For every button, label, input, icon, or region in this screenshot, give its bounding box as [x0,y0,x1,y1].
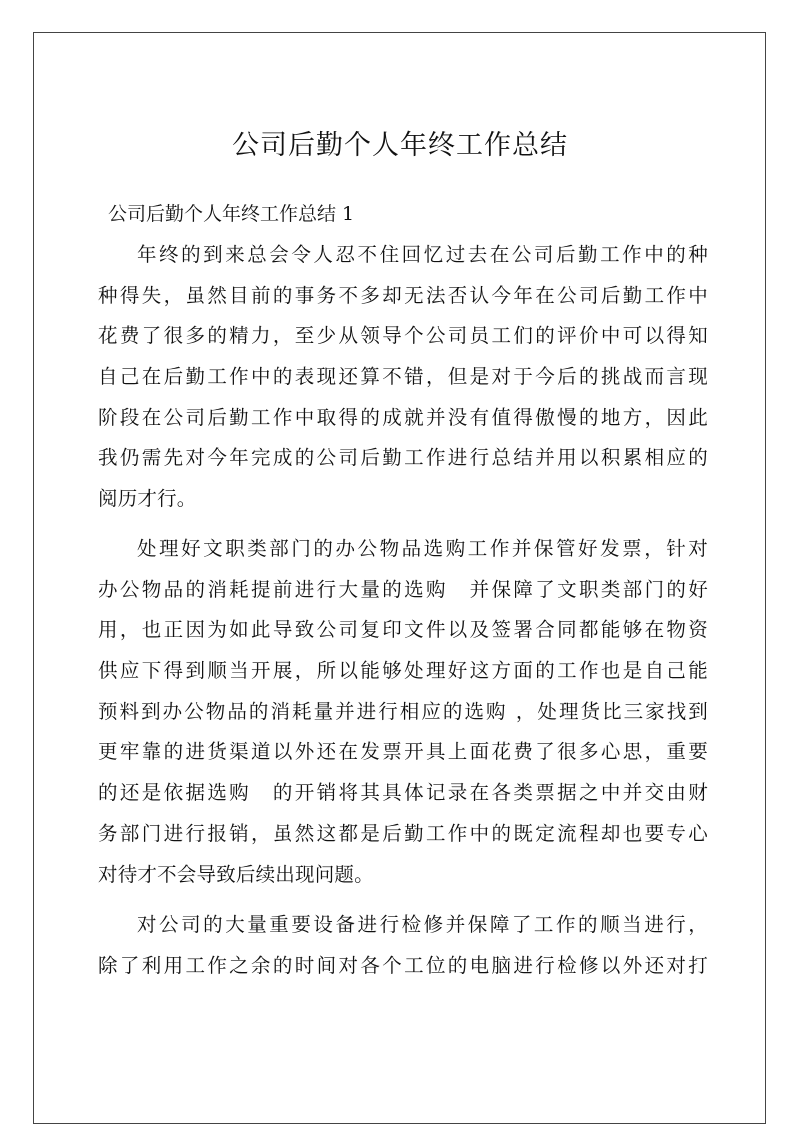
paragraph-line: 用，也正因为如此导致公司复印文件以及签署合同都能够在物资 [98,618,708,642]
paragraph-line: 种得失，虽然目前的事务不多却无法否认今年在公司后勤工作中 [98,283,708,307]
paragraph-line: 对公司的大量重要设备进行检修并保障了工作的顺当进行， [137,913,708,936]
paragraph-line: 处理好文职类部门的办公物品选购工作并保管好发票，针对 [137,537,708,560]
paragraph-line: 办公物品的消耗提前进行大量的选购 并保障了文职类部门的好 [98,577,708,601]
paragraph-line: 自己在后勤工作中的表现还算不错，但是对于今后的挑战而言现 [98,365,708,389]
paragraph-line: 除了利用工作之余的时间对各个工位的电脑进行检修以外还对打 [98,953,708,977]
paragraph-line: 阶段在公司后勤工作中取得的成就并没有值得傲慢的地方，因此 [98,405,708,429]
document-title: 公司后勤个人年终工作总结 [232,130,568,161]
paragraph-line: 年终的到来总会令人忍不住回忆过去在公司后勤工作中的种 [137,243,708,266]
paragraph-line: 预料到办公物品的消耗量并进行相应的选购 ，处理货比三家找到 [98,699,708,723]
paragraph-2 [98,529,708,895]
paragraph-line: 供应下得到顺当开展，所以能够处理好这方面的工作也是自己能 [98,659,708,683]
paragraph-line: 阅历才行。 [98,487,197,511]
paragraph-3 [98,905,708,986]
paragraph-line: 对待才不会导致后续出现问题。 [98,862,374,886]
paragraph-line: 务部门进行报销，虽然这都是后勤工作中的既定流程却也要专心 [98,821,708,845]
paragraph-1 [98,235,708,520]
paragraph-line: 花费了很多的精力，至少从领导个公司员工们的评价中可以得知 [98,324,708,348]
paragraph-line: 的还是依据选购 的开销将其具体记录在各类票据之中并交由财 [98,781,708,805]
paragraph-line: 更牢靠的进货渠道以外还在发票开具上面花费了很多心思，重要 [98,740,708,764]
paragraph-line: 我仍需先对今年完成的公司后勤工作进行总结并用以积累相应的 [98,446,708,470]
document-subtitle: 公司后勤个人年终工作总结 1 [108,203,355,225]
